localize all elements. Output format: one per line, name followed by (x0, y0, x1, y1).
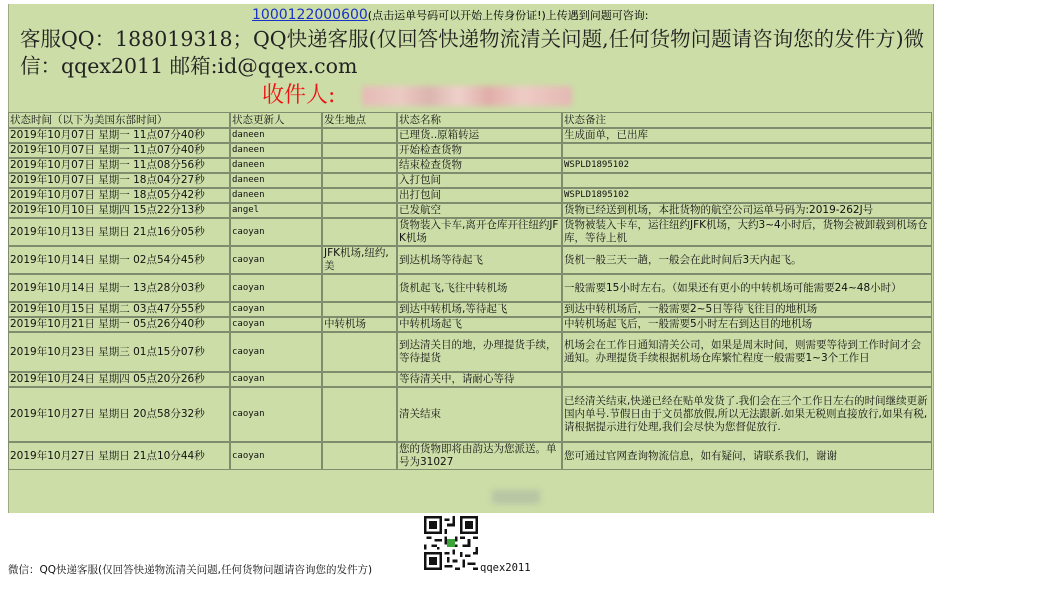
cell-remark: 您可通过官网查询物流信息，如有疑问，请联系我们，谢谢 (562, 442, 932, 470)
cell-status: 入打包间 (397, 173, 562, 188)
cell-time: 2019年10月21日 星期一 05点26分40秒 (8, 317, 230, 332)
cell-place (322, 302, 397, 317)
cell-remark: 货物被装入卡车，运往纽约JFK机场，大约3~4小时后，货物会被卸载到机场仓库，等待上机 (562, 218, 932, 246)
cell-time: 2019年10月14日 星期一 13点28分03秒 (8, 274, 230, 302)
table-row (8, 274, 932, 302)
delivery-number-redacted (492, 490, 540, 504)
table-header-row (8, 112, 932, 128)
cell-remark (562, 372, 932, 387)
table-row (8, 442, 932, 470)
cell-remark: 一般需要15小时左右。（如果还有更小的中转机场可能需要24~48小时） (562, 274, 932, 302)
column-header-status: 状态名称 (397, 112, 562, 128)
cell-updater: caoyan (230, 442, 322, 470)
cell-time: 2019年10月07日 星期一 11点07分40秒 (8, 128, 230, 143)
recipient-name-redacted (362, 86, 572, 106)
cell-updater: angel (230, 203, 322, 218)
cell-place: JFK机场,纽约,美 (322, 246, 397, 274)
cell-time: 2019年10月07日 星期一 11点08分56秒 (8, 158, 230, 173)
cell-updater: caoyan (230, 302, 322, 317)
tracking-number-link[interactable]: 1000122000600 (252, 7, 368, 23)
tracking-header-line (252, 6, 649, 25)
cell-updater: caoyan (230, 246, 322, 274)
cell-place (322, 372, 397, 387)
cell-time: 2019年10月23日 星期三 01点15分07秒 (8, 332, 230, 372)
table-row (8, 246, 932, 274)
table-row (8, 203, 932, 218)
cell-time: 2019年10月07日 星期一 11点07分40秒 (8, 143, 230, 158)
cell-place (322, 218, 397, 246)
cell-remark: 机场会在工作日通知清关公司，如果是周末时间，则需要等待到工作时间才会通知。办理提货手续根据机场仓库繁忙程度一般需要1~3个工作日 (562, 332, 932, 372)
cell-remark: 货物已经送到机场，本批货物的航空公司运单号码为:2019-262J号 (562, 203, 932, 218)
cell-remark (562, 143, 932, 158)
column-header-updater: 状态更新人 (230, 112, 322, 128)
cell-remark: 已经清关结束,快递已经在贴单发货了.我们会在三个工作日左右的时间继续更新国内单号.节假日由于文员都放假,所以无法跟新.如果无税则直接放行,如果有税,请根据提示进行处理,我们会尽快为您督促放行. (562, 387, 932, 442)
cell-place (322, 387, 397, 442)
customer-service-info: 客服QQ：188019318；QQ快递客服(仅回答快递物流清关问题,任何货物问题请咨询您的发件方)微信：qqex2011 邮箱:id@qqex.com (20, 27, 925, 78)
cell-time: 2019年10月27日 星期日 20点58分32秒 (8, 387, 230, 442)
cell-place (322, 128, 397, 143)
table-row (8, 317, 932, 332)
cell-status: 结束检查货物 (397, 158, 562, 173)
cell-status: 到达中转机场,等待起飞 (397, 302, 562, 317)
cell-status: 开始检查货物 (397, 143, 562, 158)
tracking-status-table (8, 112, 932, 470)
cell-place (322, 203, 397, 218)
wechat-qr-code-icon (424, 516, 478, 570)
cell-time: 2019年10月14日 星期一 02点54分45秒 (8, 246, 230, 274)
table-row (8, 128, 932, 143)
cell-status: 中转机场起飞 (397, 317, 562, 332)
table-row (8, 143, 932, 158)
cell-updater: daneen (230, 173, 322, 188)
cell-status: 到达清关目的地，办理提货手续，等待提货 (397, 332, 562, 372)
cell-time: 2019年10月24日 星期四 05点20分26秒 (8, 372, 230, 387)
table-row (8, 158, 932, 173)
cell-remark: 中转机场起飞后，一般需要5小时左右到达目的地机场 (562, 317, 932, 332)
cell-time: 2019年10月13日 星期日 21点16分05秒 (8, 218, 230, 246)
cell-updater: caoyan (230, 218, 322, 246)
cell-place (322, 143, 397, 158)
column-header-place: 发生地点 (322, 112, 397, 128)
cell-place (322, 332, 397, 372)
column-header-remark: 状态备注 (562, 112, 932, 128)
cell-updater: caoyan (230, 317, 322, 332)
cell-updater: daneen (230, 188, 322, 203)
cell-place (322, 188, 397, 203)
cell-updater: daneen (230, 158, 322, 173)
table-row (8, 218, 932, 246)
cell-remark: 生成面单，已出库 (562, 128, 932, 143)
cell-remark (562, 173, 932, 188)
table-row (8, 332, 932, 372)
footer-wechat-note: 微信：QQ快递客服(仅回答快递物流清关问题,任何货物问题请咨询您的发件方) (8, 564, 373, 576)
cell-place (322, 173, 397, 188)
cell-status: 等待清关中，请耐心等待 (397, 372, 562, 387)
cell-status: 您的货物即将由韵达为您派送。单号为31027 (397, 442, 562, 470)
cell-updater: daneen (230, 143, 322, 158)
table-row (8, 302, 932, 317)
cell-place (322, 442, 397, 470)
cell-place (322, 158, 397, 173)
cell-time: 2019年10月15日 星期二 03点47分55秒 (8, 302, 230, 317)
cell-time: 2019年10月27日 星期日 21点10分44秒 (8, 442, 230, 470)
cell-status: 货机起飞,飞往中转机场 (397, 274, 562, 302)
column-header-time: 状态时间（以下为美国东部时间） (8, 112, 230, 128)
cell-place (322, 274, 397, 302)
cell-remark: WSPLD1895102 (562, 188, 932, 203)
table-row (8, 387, 932, 442)
cell-remark: WSPLD1895102 (562, 158, 932, 173)
footer-wechat-id: qqex2011 (480, 562, 531, 574)
cell-remark: 货机一般三天一趟，一般会在此时间后3天内起飞。 (562, 246, 932, 274)
cell-time: 2019年10月07日 星期一 18点05分42秒 (8, 188, 230, 203)
cell-remark: 到达中转机场后，一般需要2~5日等待飞往目的地机场 (562, 302, 932, 317)
table-row (8, 372, 932, 387)
cell-updater: daneen (230, 128, 322, 143)
cell-status: 已发航空 (397, 203, 562, 218)
cell-updater: caoyan (230, 387, 322, 442)
tracking-upload-note: (点击运单号码可以开始上传身份证!)上传遇到问题可咨询: (367, 9, 649, 22)
cell-status: 清关结束 (397, 387, 562, 442)
cell-status: 货物装入卡车,离开仓库开往纽约JFK机场 (397, 218, 562, 246)
table-row (8, 188, 932, 203)
cell-place: 中转机场 (322, 317, 397, 332)
table-row (8, 173, 932, 188)
cell-updater: caoyan (230, 332, 322, 372)
cell-status: 已理货..原箱转运 (397, 128, 562, 143)
cell-updater: caoyan (230, 274, 322, 302)
recipient-label: 收件人: (262, 83, 336, 108)
cell-status: 出打包间 (397, 188, 562, 203)
cell-status: 到达机场等待起飞 (397, 246, 562, 274)
cell-time: 2019年10月07日 星期一 18点04分27秒 (8, 173, 230, 188)
cell-updater: caoyan (230, 372, 322, 387)
cell-time: 2019年10月10日 星期四 15点22分13秒 (8, 203, 230, 218)
